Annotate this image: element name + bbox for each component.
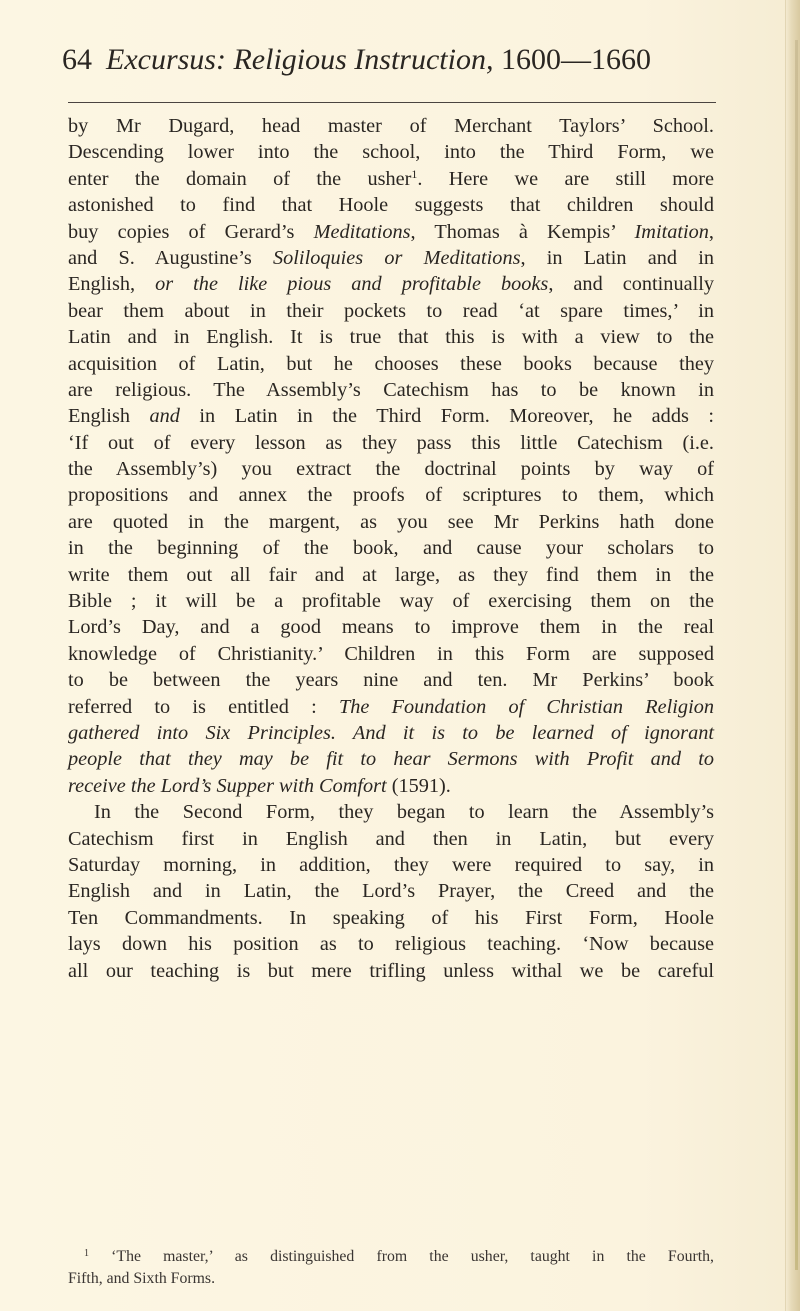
text-line: Saturday morning, in addition, they were required to say, in — [68, 853, 714, 876]
text-line: acquisition of Latin, but he chooses these books because they — [68, 352, 714, 375]
footnote-line: $^1$ ‘The master,’ as distinguished from the usher, taught in the Fourth, — [84, 1248, 714, 1265]
header-rule — [68, 102, 716, 103]
text-line: astonished to find that Hoole suggests that children should — [68, 194, 714, 217]
text-line: receive the Lord’s Supper with Comfort (1591). — [68, 774, 451, 797]
running-title: Excursus: Religious Instruction, — [106, 43, 494, 76]
text-line: enter the domain of the usher$^1$. Here we are still more — [68, 166, 714, 190]
text-line: ‘If out of every lesson as they pass this little Catechism (i.e. — [68, 431, 714, 454]
text-line: Descending lower into the school, into the Third Form, we — [68, 141, 714, 164]
text-line: all our teaching is but mere trifling unless withal we be careful — [68, 959, 714, 982]
text-line: gathered into Six Principles. And it is to be learned of ignorant — [68, 721, 714, 744]
text-line: are religious. The Assembly’s Catechism has to be known in — [68, 378, 714, 401]
running-header — [62, 42, 762, 78]
text-line: referred to is entitled : The Foundation of Christian Religion — [68, 695, 714, 718]
text-line: lays down his position as to religious teaching. ‘Now because — [68, 933, 714, 956]
text-line: propositions and annex the proofs of scriptures to them, which — [68, 484, 714, 507]
footnote-marker: 1 — [84, 1248, 89, 1259]
text-line: people that they may be fit to hear Sermons with Profit and to — [68, 748, 714, 771]
text-line: English and in Latin in the Third Form. Moreover, he adds : — [68, 405, 714, 428]
text-line: In the Second Form, they began to learn the Assembly’s — [94, 801, 714, 824]
date-range: 1600—1660 — [500, 43, 651, 76]
footnote-ref[interactable]: 1 — [411, 166, 418, 181]
text-line: in the beginning of the book, and cause your scholars to — [68, 537, 714, 560]
page-number: 64 — [62, 43, 92, 76]
text-line: by Mr Dugard, head master of Merchant Taylors’ School. — [68, 115, 714, 137]
body-text — [68, 113, 714, 984]
text-line: and S. Augustine’s Soliloquies or Meditations, in Latin and in — [68, 246, 714, 269]
text-line: English, or the like pious and profitable books, and continually — [68, 273, 714, 296]
footnote — [68, 1246, 714, 1290]
text-line: Catechism first in English and then in Latin, but every — [68, 827, 714, 850]
text-line: knowledge of Christianity.’ Children in this Form are supposed — [68, 642, 714, 665]
footnote-line: Fifth, and Sixth Forms. — [68, 1270, 216, 1287]
text-line: Latin and in English. It is true that this is with a view to the — [68, 326, 714, 349]
text-line: Lord’s Day, and a good means to improve them in the real — [68, 616, 714, 639]
text-line: English and in Latin, the Lord’s Prayer, the Creed and the — [68, 880, 714, 903]
binding-shadow — [795, 40, 798, 1270]
text-line: Bible ; it will be a profitable way of exercising them on the — [68, 590, 714, 613]
text-line: Ten Commandments. In speaking of his First Form, Hoole — [68, 906, 714, 929]
text-line: buy copies of Gerard’s Meditations, Thomas à Kempis’ Imitation, — [68, 220, 714, 243]
text-line: are quoted in the margent, as you see Mr Perkins hath done — [68, 510, 714, 533]
text-line: bear them about in their pockets to read ‘at spare times,’ in — [68, 299, 714, 322]
text-line: to be between the years nine and ten. Mr Perkins’ book — [68, 669, 714, 692]
text-line: write them out all fair and at large, as they find them in the — [68, 563, 714, 586]
page-edge — [785, 0, 800, 1311]
text-line: the Assembly’s) you extract the doctrinal points by way of — [68, 458, 714, 481]
